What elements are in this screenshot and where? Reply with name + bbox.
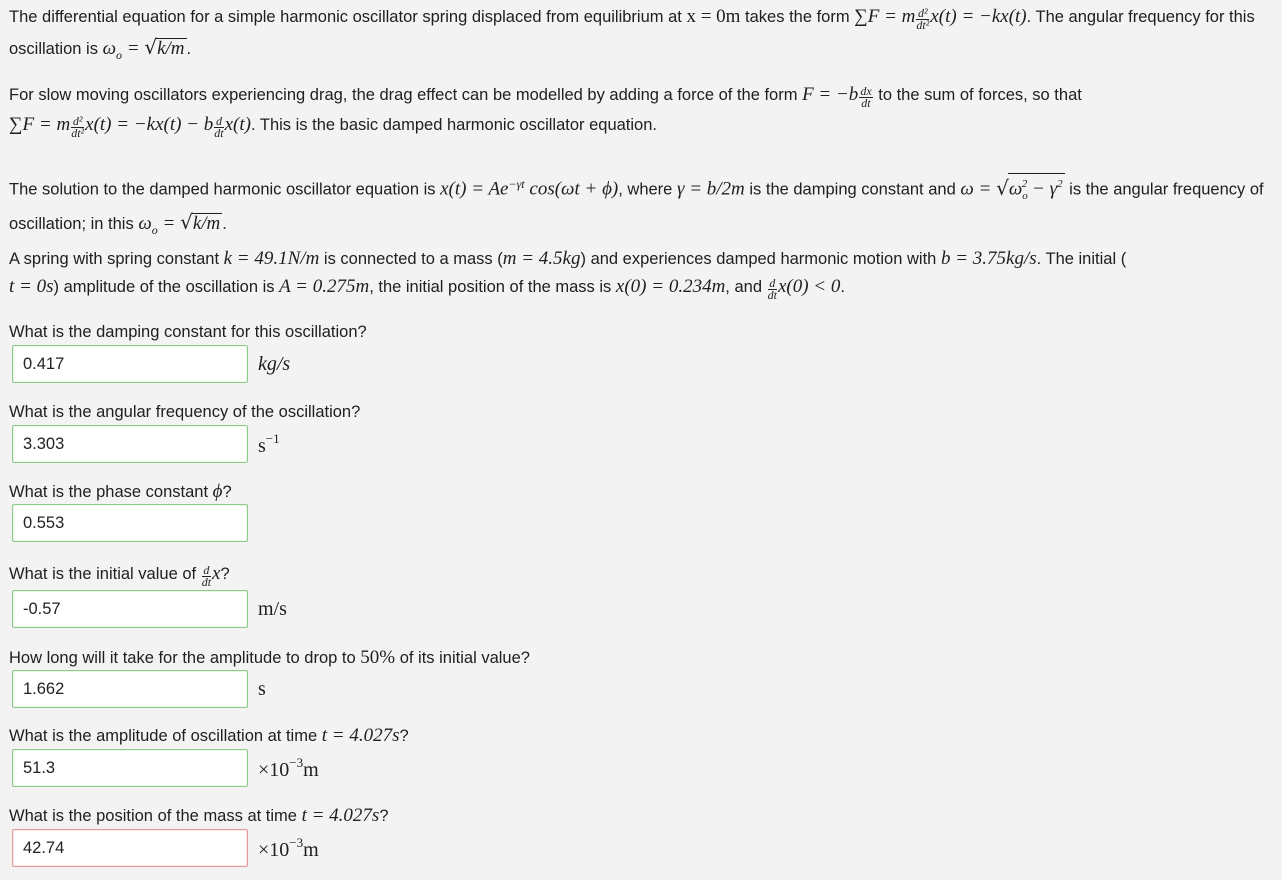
fraction-numerator: d² [72,114,83,128]
math-expression: ∑F = m [854,6,916,27]
math-expression: x(t) = Ae [440,178,509,200]
intro-paragraph-4 [9,245,1275,301]
question-3-answer-row [12,504,248,542]
omega-symbol: ω [1008,178,1023,200]
intro-text: The differential equation for a simple harmonic oscillator spring displaced from equilibrium at [9,8,682,26]
question-text: ? [379,807,389,825]
phi-symbol: ϕ [212,481,223,502]
math-expression: x(0) < 0 [777,276,841,297]
equals: = [121,38,145,59]
question-text: How long will it take for the amplitude to drop to [9,649,356,667]
math-expression: b = 3.75kg/s [940,248,1037,269]
intro-text: to the sum of forces, so that [878,86,1082,104]
sqrt-body [1008,173,1065,206]
question-1-answer-input[interactable] [12,345,248,383]
question-2-answer-row [12,425,280,463]
math-fraction [916,8,929,31]
superscript: 2 [1021,178,1028,191]
sqrt-body: k/m [192,213,221,235]
superscript: 2 [1057,178,1063,191]
omega-symbol: ω [102,38,116,59]
math-expression: t = 4.027s [301,805,380,826]
question-7-answer-row [12,829,319,867]
fraction-denominator: dt² [916,18,930,32]
sqrt-icon: √ [996,175,1009,200]
question-4-prompt [9,563,230,588]
unit-base: ×10 [258,838,290,861]
intro-text: A spring with spring constant [9,250,220,268]
question-3-prompt [9,481,232,503]
fraction-denominator: dt [214,126,224,140]
subscript: o [1022,190,1028,203]
equals: = [157,213,181,235]
math-expression: F = −b [802,84,859,105]
fraction-denominator: dt² [71,126,85,140]
question-7-prompt [9,805,389,827]
math-fraction [214,116,223,139]
math-expression: m = 4.5kg [502,248,581,269]
math-fraction [71,116,84,139]
math-expression: 50% [360,647,396,668]
question-6-unit [258,755,319,782]
fraction-denominator: dt [201,575,212,589]
subscript: o [151,223,158,238]
question-text: What is the damping constant for this oscillation? [9,323,367,341]
intro-text: ) amplitude of the oscillation is [53,278,275,296]
math-expression: k = 49.1N/m [223,248,320,269]
fraction-denominator: dt [767,288,777,302]
intro-text: . This is the basic damped harmonic oscillator equation. [251,116,657,134]
fraction-numerator: dx [860,84,872,98]
intro-text: . The angular frequency for this oscillation is [9,8,1255,58]
math-expression: ω = [960,178,997,200]
math-expression: ∑F = m [9,114,71,135]
intro-paragraph-3 [9,168,1275,246]
unit-base: s [258,434,266,457]
math-expression: x(t) [224,114,251,135]
question-1-answer-row [12,345,290,383]
question-text: ? [399,727,409,745]
question-6-prompt [9,725,409,747]
question-text: What is the initial value of [9,565,197,583]
math-expression: A = 0.275m [279,276,370,297]
intro-paragraph-2 [9,80,1275,140]
question-text: What is the phase constant [9,483,209,501]
math-expression: t = 0s [9,276,54,297]
math-expression: x(t) = −kx(t) − b [85,114,214,135]
intro-text: , where [618,180,673,199]
math-expression: γ = b/2m [676,178,745,200]
subscript: o [115,47,122,62]
math-expression [138,210,222,238]
question-6-answer-row [12,749,319,787]
intro-text: is the damping constant and [749,180,956,199]
intro-text: The solution to the damped harmonic oscillator equation is [9,180,436,199]
intro-text: ) and experiences damped harmonic motion with [580,250,937,268]
unit-tail: m [303,758,319,781]
period: . [186,40,192,58]
unit-exponent: −1 [265,430,280,446]
intro-text: For slow moving oscillators experiencing drag, the drag effect can be modelled by adding a force of the form [9,86,798,104]
question-5-answer-row [12,670,266,708]
fraction-numerator: d² [918,6,928,20]
question-1-unit: kg/s [258,352,291,375]
unit-base: ×10 [258,758,290,781]
sqrt-icon: √ [180,210,193,235]
superscript: −γt [508,177,525,191]
question-5-answer-input[interactable] [12,670,248,708]
fraction-numerator: d [769,276,776,290]
question-text: ? [222,483,232,501]
question-6-answer-input[interactable] [12,749,248,787]
unit-tail: m [303,838,319,861]
question-2-unit [258,431,280,458]
intro-text: , and [725,278,762,296]
intro-text: takes the form [745,8,850,26]
intro-text: . The initial ( [1036,250,1127,268]
question-3-answer-input[interactable] [12,504,248,542]
math-fraction [859,86,872,109]
math-expression [102,35,187,62]
question-7-answer-input[interactable] [12,829,248,867]
math-expression: x(t) = −kx(t) [930,6,1027,27]
sqrt-body: k/m [157,38,185,59]
intro-text: is the angular frequency of oscillation; in this [9,180,1264,234]
question-text: of its initial value? [399,649,530,667]
question-2-answer-input[interactable] [12,425,248,463]
math-expression: − γ [1027,178,1058,200]
sqrt-icon: √ [144,35,158,59]
question-1-prompt [9,321,367,343]
math-fraction [768,278,777,301]
period: . [840,278,845,296]
math-expression: x [212,563,221,584]
question-4-answer-input[interactable] [12,590,248,628]
math-expression: cos(ωt + ϕ) [524,178,619,200]
omega-symbol: ω [138,213,152,235]
math-expression: x = 0m [686,6,741,27]
fraction-numerator: d [215,114,222,128]
question-text: What is the position of the mass at time [9,807,297,825]
intro-text: is connected to a mass ( [323,250,503,268]
question-5-unit: s [258,677,266,700]
question-text: What is the amplitude of oscillation at time [9,727,318,745]
period: . [222,215,227,234]
unit-exponent: −3 [289,834,304,850]
intro-paragraph-1 [9,2,1275,70]
question-4-answer-row [12,590,287,628]
intro-text: , the initial position of the mass is [369,278,612,296]
fraction-numerator: d [203,563,210,577]
question-2-prompt [9,401,360,423]
question-text: ? [220,565,230,583]
unit-exponent: −3 [289,754,304,770]
fraction-denominator: dt [861,96,871,110]
question-5-prompt [9,647,530,669]
question-text: What is the angular frequency of the oscillation? [9,403,361,421]
math-expression: t = 4.027s [321,725,400,746]
math-expression: x(0) = 0.234m [615,276,726,297]
question-4-unit: m/s [258,597,287,620]
question-7-unit [258,835,319,862]
math-fraction [202,565,211,588]
